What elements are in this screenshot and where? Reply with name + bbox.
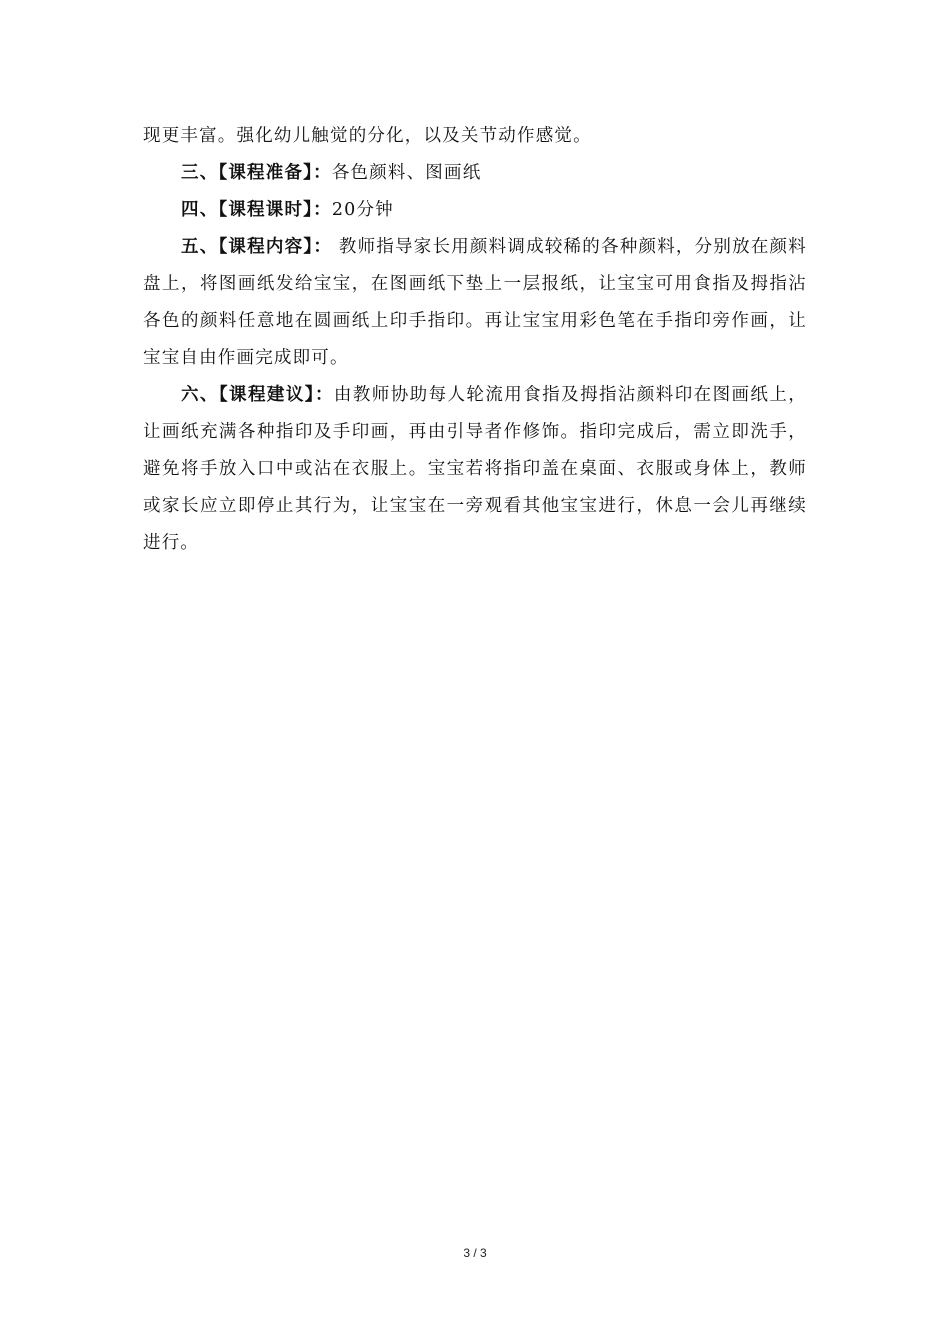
intro-paragraph-tail: 现更丰富。强化幼儿触觉的分化，以及关节动作感觉。 [143, 126, 592, 146]
section-suggestion-label: 六、【课程建议】： [181, 385, 334, 405]
page-number: 3 / 3 [463, 1246, 487, 1260]
section-duration-text: 20分钟 [331, 200, 394, 220]
section-content-label: 五、【课程内容】： [181, 237, 333, 257]
section-content [143, 229, 807, 377]
section-suggestion [143, 377, 807, 562]
document-body [143, 118, 807, 562]
section-duration-label: 四、【课程课时】： [181, 200, 332, 220]
section-preparation [143, 155, 807, 192]
section-preparation-label: 三、【课程准备】： [181, 163, 332, 183]
section-suggestion-text: 由教师协助每人轮流用食指及拇指沾颜料印在图画纸上，让画纸充满各种指印及手印画，再由引导者作修饰。指印完成后，需立即洗手，避免将手放入口中或沾在衣服上。宝宝若将指印盖在桌面、衣服或身体上，教师或家长应立即停止其行为，让宝宝在一旁观看其他宝宝进行，休息一会儿再继续进行。 [143, 385, 807, 553]
section-duration [143, 192, 807, 229]
section-preparation-text: 各色颜料、图画纸 [331, 163, 482, 183]
section-content-text: 教师指导家长用颜料调成较稀的各种颜料，分别放在颜料盘上，将图画纸发给宝宝，在图画纸下垫上一层报纸，让宝宝可用食指及拇指沾各色的颜料任意地在圆画纸上印手指印。再让宝宝用彩色笔在手指印旁作画，让宝宝自由作画完成即可。 [143, 237, 807, 368]
